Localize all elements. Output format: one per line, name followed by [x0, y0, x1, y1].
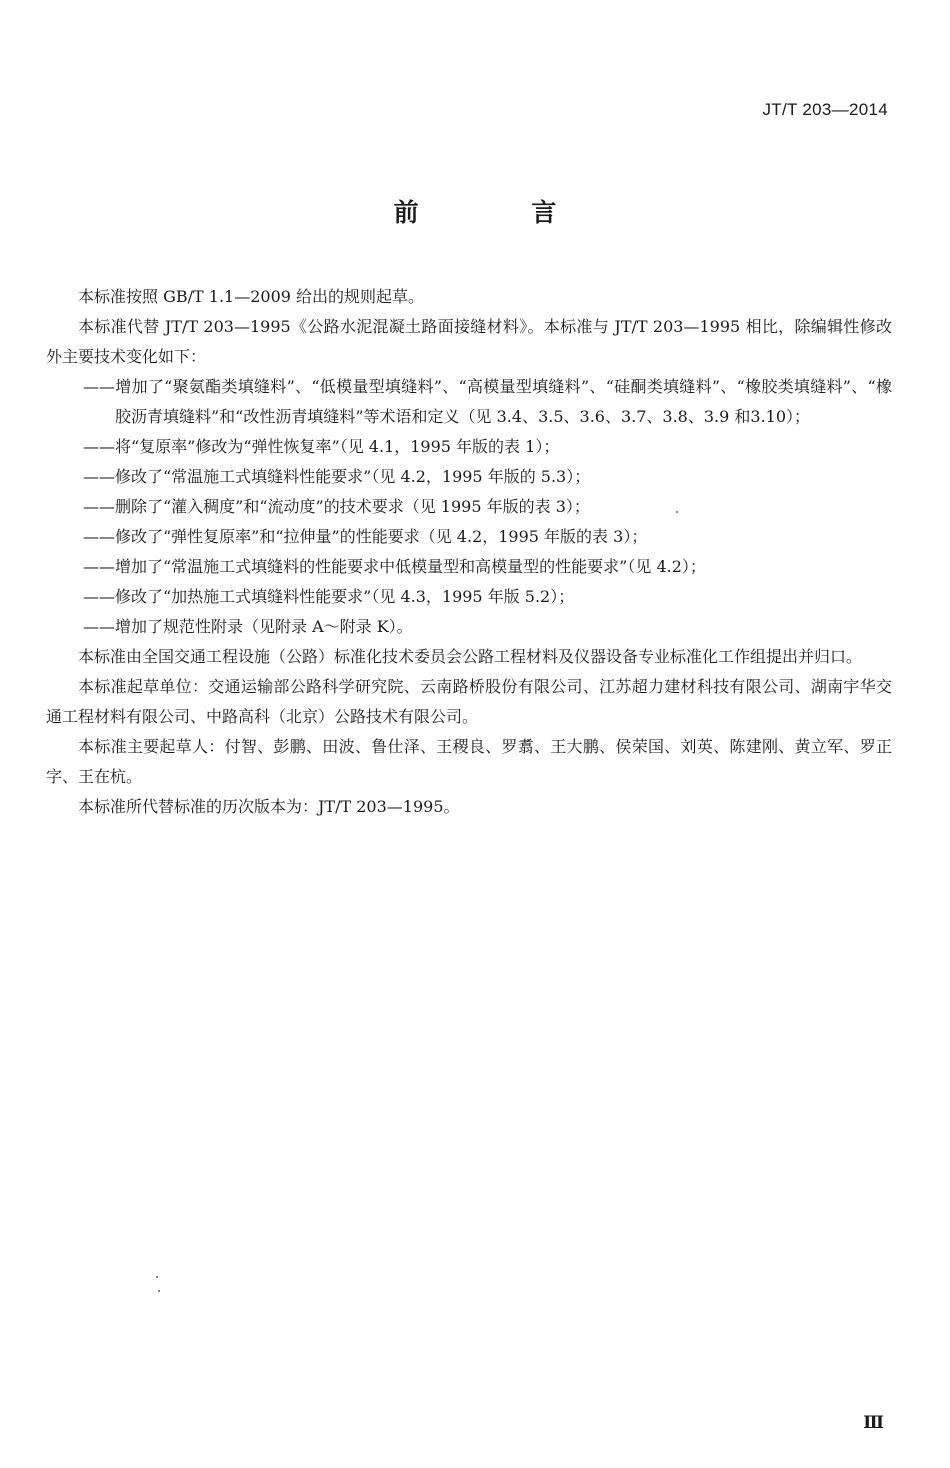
paragraph-drafting-rule: 本标准按照 GB/T 1.1—2009 给出的规则起草。 [78, 287, 425, 306]
page-number: Ⅲ [863, 1413, 884, 1433]
scan-speck [156, 1276, 158, 1278]
scan-speck [158, 1290, 160, 1292]
foreword-body [46, 282, 892, 822]
standard-code: JT/T 203—2014 [762, 100, 888, 119]
change-item: ——修改了“常温施工式填缝料性能要求”（见 4.2，1995 年版的 5.3）； [83, 467, 591, 486]
change-item: ——删除了“灌入稠度”和“流动度”的技术要求（见 1995 年版的表 3）； [83, 497, 590, 516]
scan-speck [676, 511, 678, 513]
paragraph-replacement: 本标准代替 JT/T 203—1995《公路水泥混凝土路面接缝材料》。本标准与 JT/T 203—1995 相比，除编辑性修改外主要技术变化如下： [46, 317, 892, 366]
change-item: ——将“复原率”修改为“弹性恢复率”（见 4.1，1995 年版的表 1）； [83, 437, 560, 456]
change-item: ——增加了“常温施工式填缝料的性能要求中低模量型和高模量型的性能要求”（见 4.2）； [83, 557, 706, 576]
paragraph-drafters: 本标准主要起草人：付智、彭鹏、田波、鲁仕泽、王稷良、罗翥、王大鹏、侯荣国、刘英、陈建刚、黄立军、罗正字、王在杭。 [46, 737, 892, 786]
page-title: 前 言 [393, 198, 609, 227]
change-item: ——修改了“弹性复原率”和“拉伸量”的性能要求（见 4.2，1995 年版的表 3）； [83, 527, 648, 546]
paragraph-drafting-units: 本标准起草单位：交通运输部公路科学研究院、云南路桥股份有限公司、江苏超力建材科技有限公司、湖南宇华交通工程材料有限公司、中路高科（北京）公路技术有限公司。 [46, 677, 892, 726]
paragraph-previous-versions: 本标准所代替标准的历次版本为：JT/T 203—1995。 [78, 797, 460, 816]
paragraph-committee: 本标准由全国交通工程设施（公路）标准化技术委员会公路工程材料及仪器设备专业标准化工作组提出并归口。 [78, 647, 863, 666]
change-item: ——增加了“聚氨酯类填缝料”、“低模量型填缝料”、“高模量型填缝料”、“硅酮类填缝料”、“橡胶类填缝料”、“橡胶沥青填缝料”和“改性沥青填缝料”等术语和定义（见 3.4、3.5、3.6、3.7、3.8、3.9 和3.10）； [83, 377, 892, 426]
change-item: ——修改了“加热施工式填缝料性能要求”（见 4.3，1995 年版 5.2）； [83, 587, 575, 606]
change-item: ——增加了规范性附录（见附录 A～附录 K）。 [83, 617, 413, 636]
